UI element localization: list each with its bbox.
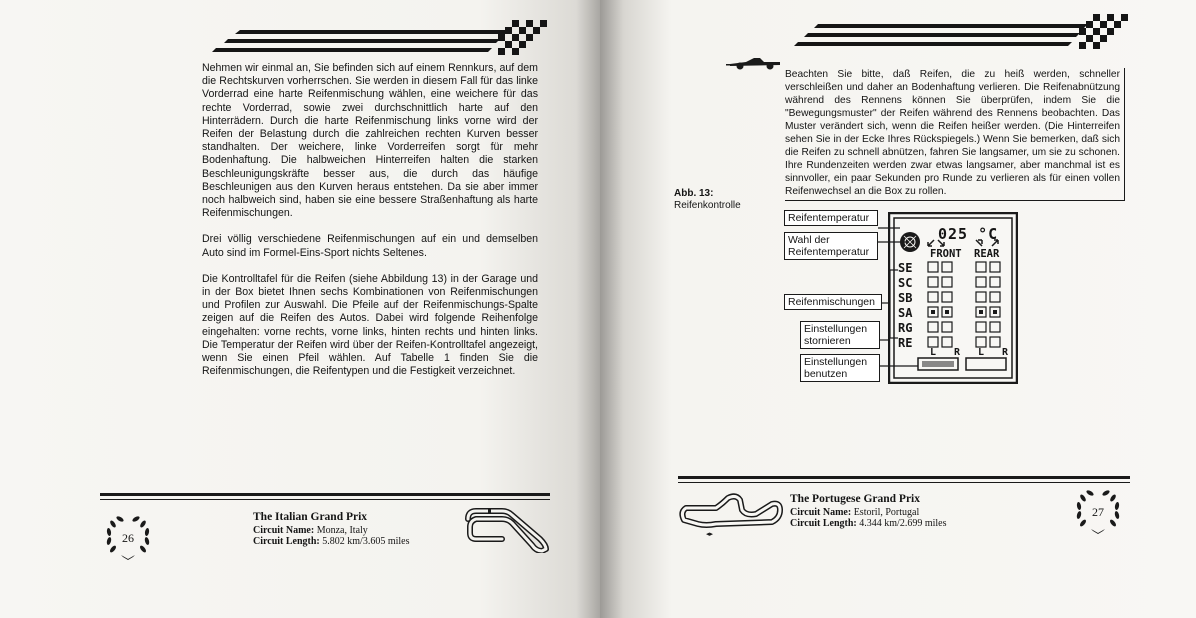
left-footer-rule: [100, 493, 550, 496]
compound-code-rg: RG: [898, 321, 913, 335]
left-body-text: [202, 62, 538, 391]
italian-circuit-length: Circuit Length: 5.802 km/3.605 miles: [253, 536, 410, 547]
right-footer-rule: [678, 476, 1130, 479]
front-label: FRONT: [930, 248, 962, 260]
compound-code-sb: SB: [898, 291, 913, 305]
rear-label: REAR: [974, 248, 1000, 260]
svg-text:◂▸: ◂▸: [706, 531, 714, 538]
label-use-settings: Einstellungen benutzen: [800, 354, 880, 382]
figure-number: Abb. 13:: [674, 188, 714, 199]
front-tire-labels: L R: [930, 347, 967, 358]
race-car-icon: [726, 54, 784, 70]
label-cancel-settings: Einstellungen stornieren: [800, 321, 880, 349]
portugese-circuit-name: Circuit Name: Estoril, Portugal: [790, 507, 920, 518]
callout-lines: [860, 200, 960, 380]
compound-code-re: RE: [898, 336, 913, 350]
figure-caption: [674, 188, 741, 212]
compound-code-sa: SA: [898, 306, 913, 320]
temperature-readout: 025 °C: [938, 225, 999, 243]
left-footer-rule-thin: [100, 499, 550, 500]
portugese-circuit-length: Circuit Length: 4.344 km/2.699 miles: [790, 518, 947, 529]
left-paragraph-1: Nehmen wir einmal an, Sie befinden sich auf einem Rennkurs, auf dem die Rechtskurven vorherrschen. Sie werden in diesem Fall für das linke Vorderrad eine harte Reifenmischung wählen, eine weichere für das rechte Vorderrad, sowie zwei durchschnittlich harte auf den Hinterrädern. Durch die harte Reifenmischung links vorne wird der Reifen der Belastung durch die zahlreichen rechten Kurven besser standhalten. Der weichere, linke Vorderreifen sorgt für mehr Bodenhaftung. Die halbweichen Hinterreifen halten die starken Beschleunigungskräfte besser aus, die durch das häufige Beschleunigen aus den Kurven heraus entstehen. Da sie aber immer noch halbweich sind, haben sie eine bessere Straßenhaftung als harte Reifenmischungen.: [202, 62, 538, 220]
left-paragraph-2: Drei völlig verschiedene Reifenmischungen auf ein und demselben Auto sind im Formel-Eins-Sport nichts Seltenes.: [202, 233, 538, 259]
header-stripes-right: [788, 12, 1138, 50]
label-tyre-compounds: Reifenmischungen: [784, 294, 882, 310]
italian-circuit-name: Circuit Name: Monza, Italy: [253, 525, 368, 536]
right-page: [600, 0, 1196, 618]
label-select-tyre-temperature: Wahl der Reifentemperatur: [784, 232, 878, 260]
label-tyre-temperature: Reifentemperatur: [784, 210, 878, 226]
header-stripes-left: [200, 18, 555, 58]
compound-code-se: SE: [898, 261, 913, 275]
right-body-text: Beachten Sie bitte, daß Reifen, die zu heiß werden, schneller verschleißen und daher an Bodenhaftung verlieren. Die Reifenabnützung während des Rennens können Sie überprüfen, indem Sie die "Bewegungsmuster" der Reifen während des Rennens beobachten. Das Muster verändert sich, wenn die Reifen heißer werden. (Die Hinterreifen sehen Sie in der Ecke Ihres Rückspiegels.) Wenn Sie bemerken, daß sich die Reifen zu schnell abnützen, fahren Sie langsamer, um sie zu schonen. Ihre Rundenzeiten werden zwar etwas langsamer, aber manchmal ist es sinnvoller, ein paar Sekunden pro Runde zu verlieren als für einen vollen Reifenwechsel an die Box zu rollen.: [785, 68, 1125, 201]
estoril-track-map-icon: [676, 490, 786, 538]
monza-track-map-icon: [462, 505, 554, 553]
figure-title: Reifenkontrolle: [674, 200, 741, 211]
left-paragraph-3: Die Kontrolltafel für die Reifen (siehe Abbildung 13) in der Garage und in der Box bietet Ihnen sechs Kombinationen von Reifenmischungen und Profilen zur Auswahl. Die Pfeile auf der Reifenmischungs-Spalte zeigen auf die Reifen des Autos. Dabei wird folgende Reihenfolge eingehalten: vorne rechts, vorne links, hinten rechts und hinten links. Die Temperatur der Reifen wird über der Reifen-Kontrolltafel angezeigt, wenn Sie einen Pfeil wählen. Auf Tabelle 1 finden Sie die Reifenmischungen, die Reifentypen und die Festigkeit verzeichnet.: [202, 272, 538, 378]
rear-tire-labels: L R: [978, 347, 1015, 358]
page-number-left: 26: [122, 531, 134, 545]
right-footer-rule-thin: [678, 482, 1130, 483]
portugese-gp-title: The Portugese Grand Prix: [790, 493, 920, 505]
compound-code-sc: SC: [898, 276, 913, 290]
italian-gp-title: The Italian Grand Prix: [253, 511, 368, 523]
page-number-right: 27: [1092, 505, 1104, 519]
